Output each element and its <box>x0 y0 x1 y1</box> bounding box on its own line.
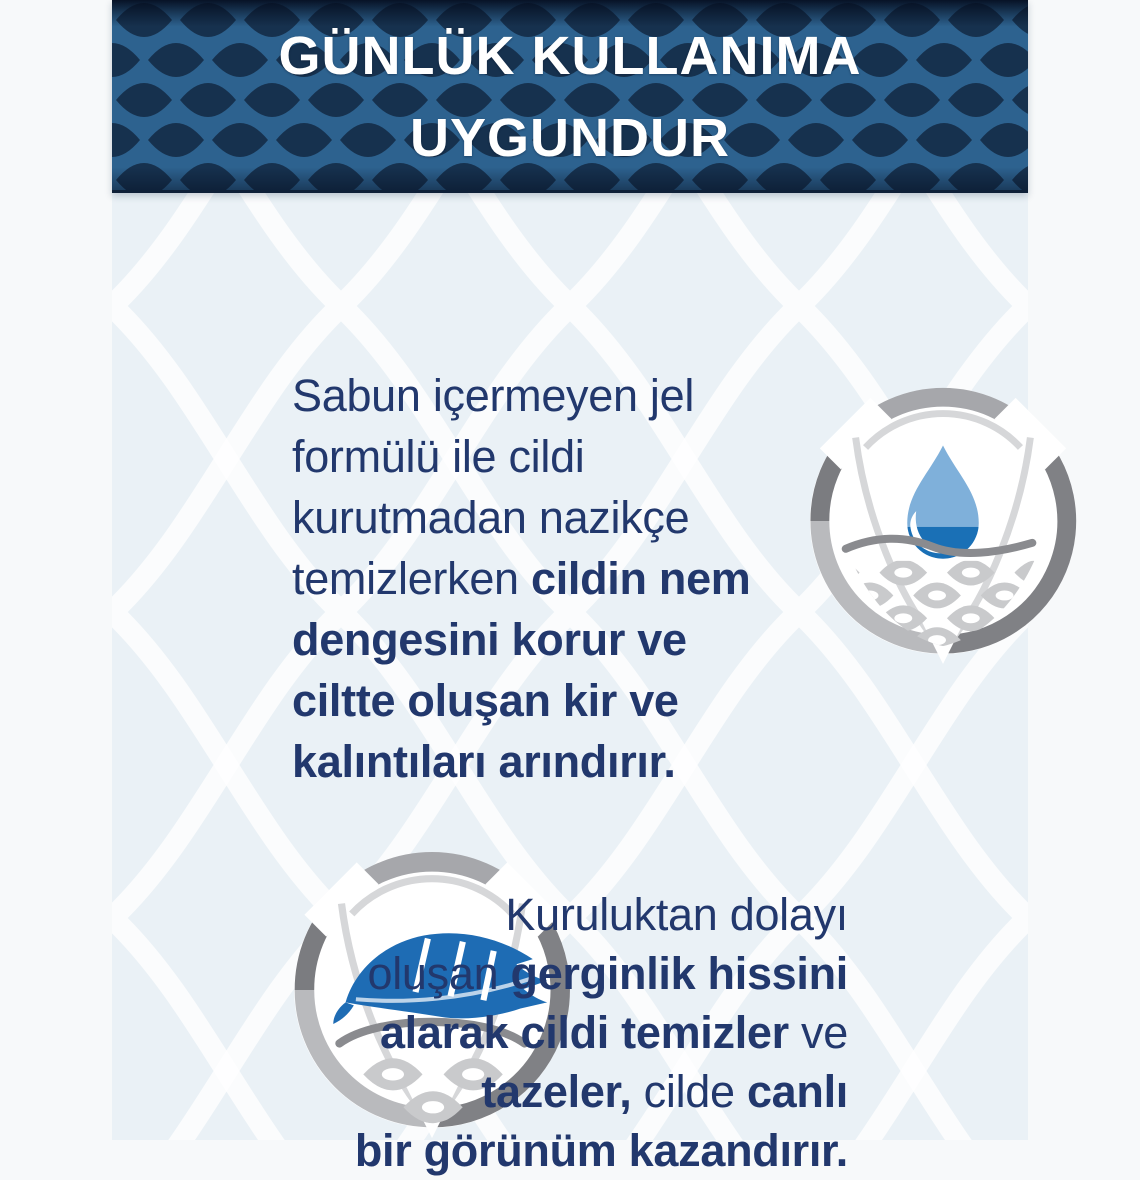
content-strip <box>112 0 1028 1176</box>
text-segment: Kuruluktan dolayı <box>505 889 848 940</box>
top-banner <box>112 0 1028 193</box>
text-segment-bold: ciltte oluşan kir ve <box>292 675 679 726</box>
text-segment-bold: kalıntıları arındırır. <box>292 736 676 787</box>
banner-title-line2: UYGUNDUR <box>409 108 730 168</box>
text-segment-bold: dengesini korur ve <box>292 614 687 665</box>
banner-title-line1: GÜNLÜK KULLANIMA <box>278 26 862 86</box>
text-segment-bold: tazeler, <box>481 1066 632 1117</box>
text-segment-bold: canlı <box>746 1066 848 1117</box>
text-segment-bold: cildin nem <box>530 553 751 604</box>
banner-title <box>112 0 1028 190</box>
text-segment-bold: gerginlik hissini <box>510 948 848 999</box>
text-segment: formülü ile cildi <box>292 431 585 482</box>
text-segment: cilde <box>631 1066 747 1117</box>
text-segment: Sabun içermeyen jel <box>292 370 695 421</box>
text-segment: kurutmadan nazikçe <box>292 492 690 543</box>
text-segment: temizlerken <box>292 553 531 604</box>
left-description-text <box>292 365 792 792</box>
text-segment: ve <box>788 1007 848 1058</box>
text-segment-bold: alarak cildi temizler <box>379 1007 789 1058</box>
moisture-balance-icon <box>804 382 1082 660</box>
right-description-text <box>328 885 848 1180</box>
text-segment: oluşan <box>367 948 511 999</box>
text-segment-bold: bir görünüm kazandırır. <box>354 1125 848 1176</box>
